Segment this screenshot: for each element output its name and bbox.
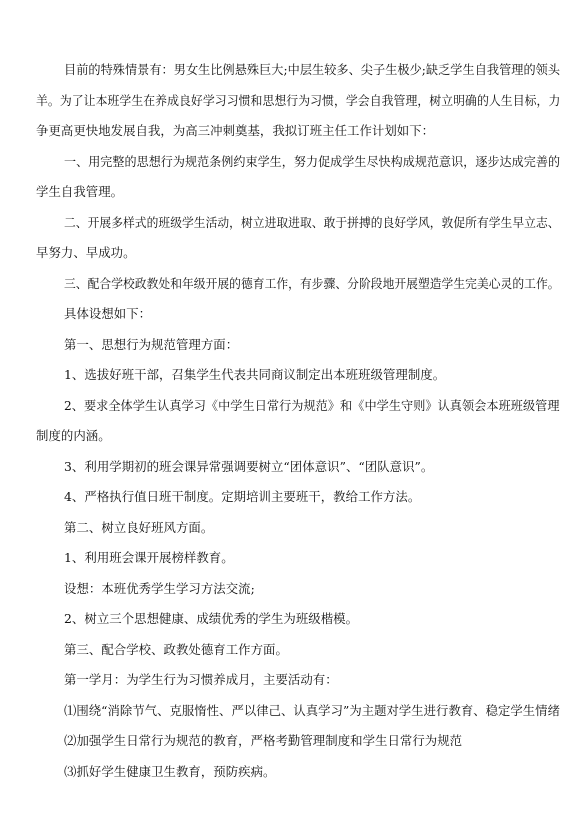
section-1-item-2-line-2: 制度的内涵。 (36, 428, 111, 443)
section-2-item-2: 2、树立三个思想健康、成绩优秀的学生为班级楷模。 (64, 611, 359, 626)
section-2-heading: 第二、树立良好班风方面。 (64, 520, 214, 535)
goal-2-line-1: 二、开展多样式的班级学生活动，树立进取进取、敢于拼搏的良好学风，敦促所有学生早立志、 (64, 215, 560, 230)
paragraph-intro-line-1: 目前的特殊情景有：男女生比例悬殊巨大;中层生较多、尖子生极少;缺乏学生自我管理的领头 (64, 62, 561, 77)
section-1-item-3: 3、利用学期初的班会课异常强调要树立“团体意识”、“团队意识”。 (64, 459, 434, 474)
month-1-activity-3: ⑶抓好学生健康卫生教育，预防疾病。 (64, 764, 276, 779)
goal-1-line-1: 一、用完整的思想行为规范条例约束学生，努力促成学生尽快构成规范意识，逐步达成完善的 (64, 154, 561, 169)
goal-1-line-2: 学生自我管理。 (36, 184, 124, 199)
plan-heading: 具体设想如下： (64, 306, 152, 321)
section-1-item-1: 1、选拔好班干部，召集学生代表共同商议制定出本班班级管理制度。 (64, 367, 446, 382)
section-2-idea: 设想：本班优秀学生学习方法交流; (64, 581, 255, 596)
section-1-heading: 第一、思想行为规范管理方面： (64, 337, 239, 352)
paragraph-intro-line-3: 争更高更快地发展自我，为高三冲刺奠基，我拟订班主任工作计划如下： (36, 123, 435, 138)
month-1-activity-1: ⑴围绕“消除节气、克服惰性、严以律己、认真学习”为主题对学生进行教育、稳定学生情绪 (64, 703, 560, 718)
goal-3-line: 三、配合学校政教处和年级开展的德育工作，有步骤、分阶段地开展塑造学生完美心灵的工作。 (64, 276, 560, 291)
section-1-item-2-line-1: 2、要求全体学生认真学习《中学生日常行为规范》和《中学生守则》认真领会本班班级管理 (64, 398, 560, 413)
section-2-item-1: 1、利用班会课开展榜样教育。 (64, 550, 234, 565)
goal-2-line-2: 早努力、早成功。 (36, 245, 136, 260)
month-1-heading: 第一学月：为学生行为习惯养成月，主要活动有： (64, 672, 338, 687)
section-3-heading: 第三、配合学校、政教处德育工作方面。 (64, 642, 288, 657)
month-1-activity-2: ⑵加强学生日常行为规范的教育，严格考勤管理制度和学生日常行为规范 (64, 733, 463, 748)
paragraph-intro-line-2: 羊。为了让本班学生在养成良好学习习惯和思想行为习惯，学会自我管理，树立明确的人生目标，力 (36, 93, 561, 108)
section-1-item-4: 4、严格执行值日班干制度。定期培训主要班干，教给工作方法。 (64, 489, 421, 504)
